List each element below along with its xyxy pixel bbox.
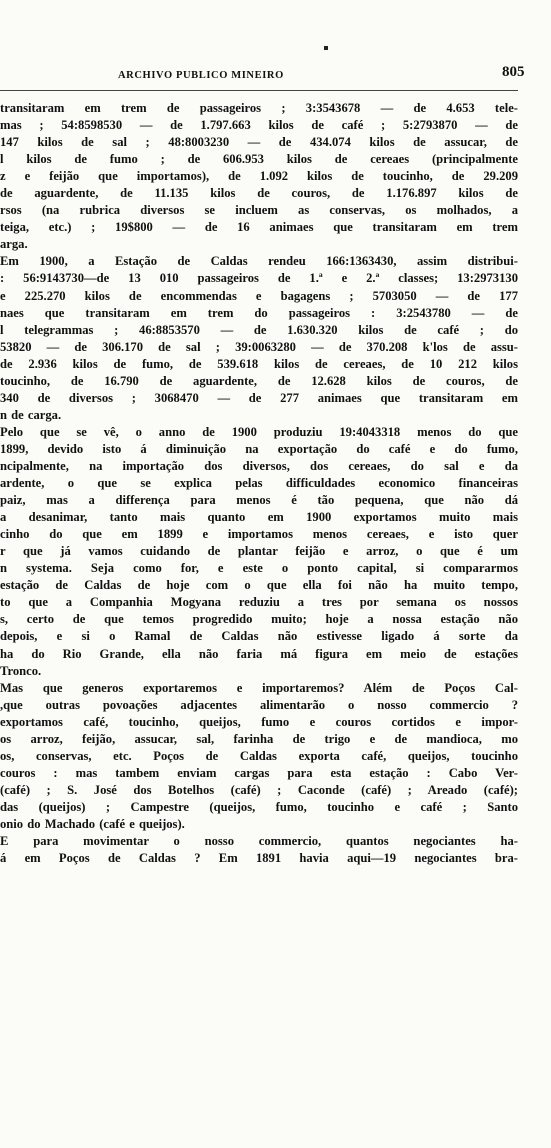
text-line: rsos (na rubrica diversos se incluem as conservas, os molhados, a xyxy=(0,203,518,218)
text-line: Em 1900, a Estação de Caldas rendeu 166:1363430, assim distribui- xyxy=(0,254,518,269)
text-line: r que já vamos cuidando de plantar feijão e arroz, o que é um xyxy=(0,544,518,559)
text-line: l telegrammas ; 46:8853570 — de 1.630.320 kilos de café ; do xyxy=(0,322,518,337)
text-line: s, certo de que temos progredido muito; hoje a nossa estação não xyxy=(0,612,518,627)
text-line: couros : mas tambem enviam cargas para esta estação : Cabo Ver- xyxy=(0,765,518,780)
text-line: n de carga. xyxy=(0,407,62,422)
text-line: E para movimentar o nosso commercio, quantos negociantes ha- xyxy=(0,834,518,849)
text-line: : 56:9143730—de 13 010 passageiros de 1.ª e 2.ª classes; 13:2973130 xyxy=(0,271,518,286)
text-line: ha do Rio Grande, ella não faria má figura em meio de estações xyxy=(0,646,518,661)
page-body xyxy=(0,100,518,867)
text-line: e 225.270 kilos de encommendas e bagagens ; 5703050 — de 177 xyxy=(0,288,518,303)
text-line: a desanimar, tanto mais quanto em 1900 exportamos muito mais xyxy=(0,510,518,525)
text-line: paiz, mas a differença para menos é tão pequena, que não dá xyxy=(0,493,518,508)
text-line: onio do Machado (café e queijos). xyxy=(0,816,185,831)
text-line: arga. xyxy=(0,237,28,252)
ink-speck xyxy=(324,46,328,50)
text-line: de 2.936 kilos de fumo, de 539.618 kilos de cereaes, de 10 212 kilos xyxy=(0,356,518,371)
text-line: Tronco. xyxy=(0,663,42,678)
text-line: os, conservas, etc. Poços de Caldas exporta café, queijos, toucinho xyxy=(0,748,518,763)
page-header xyxy=(0,62,551,86)
text-line: 1899, devido isto á diminuição na exportação do café e do fumo, xyxy=(0,441,518,456)
text-line: 53820 — de 306.170 de sal ; 39:0063280 — de 370.208 k'los de assu- xyxy=(0,339,518,354)
text-line: exportamos café, toucinho, queijos, fumo e couros cortidos e impor- xyxy=(0,714,518,729)
page-number: 805 xyxy=(502,64,525,80)
text-line: ardente, o que se explica pelas difficuldades economico financeiras xyxy=(0,476,518,491)
text-line: n systema. Seja como for, e este o ponto capital, si compararmos xyxy=(0,561,518,576)
text-line: toucinho, de 16.790 de aguardente, de 12.628 kilos de couros, de xyxy=(0,373,518,388)
text-line: estação de Caldas de hoje com o que ella foi não ha muito tempo, xyxy=(0,578,518,593)
running-title: ARCHIVO PUBLICO MINEIRO xyxy=(118,70,284,81)
text-line: de aguardente, de 11.135 kilos de couros, de 1.176.897 kilos de xyxy=(0,186,518,201)
text-line: l kilos de fumo ; de 606.953 kilos de cereaes (principalmente xyxy=(0,152,518,167)
header-rule xyxy=(0,90,518,91)
text-line: 340 de diversos ; 3068470 — de 277 animaes que transitaram em xyxy=(0,390,518,405)
text-line: (café) ; S. José dos Botelhos (café) ; Caconde (café) ; Areado (café); xyxy=(0,782,518,797)
text-line: os arroz, feijão, assucar, sal, farinha de trigo e de mandioca, mo xyxy=(0,731,518,746)
text-line: mas ; 54:8598530 — de 1.797.663 kilos de café ; 5:2793870 — de xyxy=(0,118,518,133)
text-line: Pelo que se vê, o anno de 1900 produziu 19:4043318 menos do que xyxy=(0,424,518,439)
text-line: 147 kilos de sal ; 48:8003230 — de 434.074 kilos de assucar, de xyxy=(0,135,518,150)
text-line: cinho do que em 1899 e importamos menos cereaes, e isto quer xyxy=(0,527,518,542)
text-line: z e feijão que importamos), de 1.092 kilos de toucinho, de 29.209 xyxy=(0,169,518,184)
text-line: to que a Companhia Mogyana reduziu a tres por semana os nossos xyxy=(0,595,518,610)
text-line: á em Poços de Caldas ? Em 1891 havia aqui—19 negociantes bra- xyxy=(0,851,518,866)
text-line: das (queijos) ; Campestre (queijos, fumo, toucinho e café ; Santo xyxy=(0,799,518,814)
text-line: naes que transitaram em trem do passageiros : 3:2543780 — de xyxy=(0,305,518,320)
text-line: ncipalmente, na importação dos diversos, dos cereaes, do sal e da xyxy=(0,458,518,473)
text-line: transitaram em trem de passageiros ; 3:3543678 — de 4.653 tele- xyxy=(0,101,518,115)
text-line: depois, e si o Ramal de Caldas não estivesse ligado á sorte da xyxy=(0,629,518,644)
text-line: Mas que generos exportaremos e importaremos? Além de Poços Cal- xyxy=(0,680,518,695)
text-line: teiga, etc.) ; 19$800 — de 16 animaes que transitaram em trem xyxy=(0,220,518,235)
text-line: ,que outras povoações adjacentes alimentarão o nosso commercio ? xyxy=(0,697,518,712)
